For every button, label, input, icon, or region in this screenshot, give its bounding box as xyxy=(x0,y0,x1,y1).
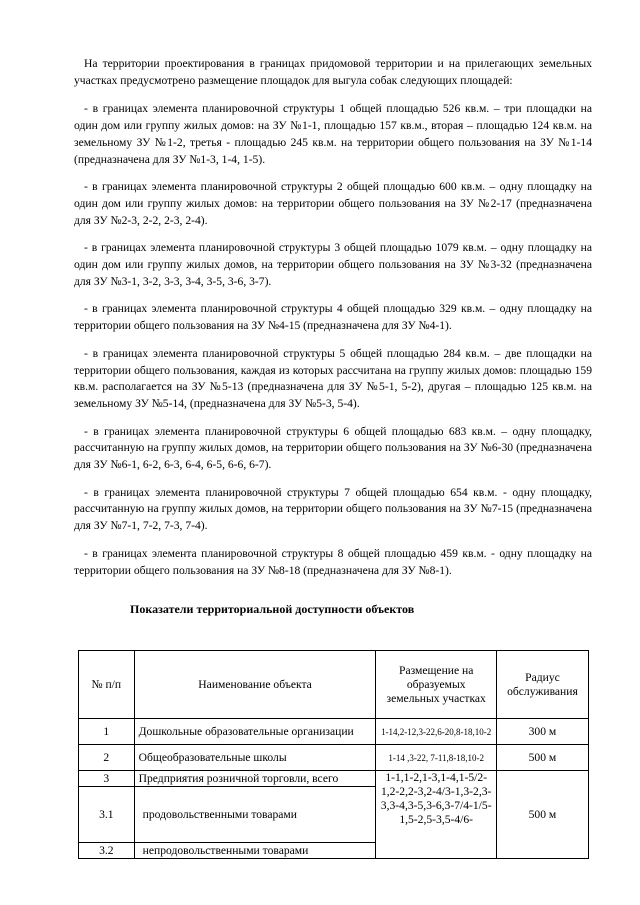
row-radius: 300 м xyxy=(496,719,588,745)
row-num: 2 xyxy=(79,745,135,771)
row-name: продовольственными товарами xyxy=(134,787,376,843)
paragraph-structure-4: - в границах элемента планировочной структуры 4 общей площадью 329 кв.м. – одну площадку на территории общего пользования на ЗУ №4-15 (предназначена для ЗУ №4-1). xyxy=(74,302,592,333)
text-body xyxy=(74,56,592,590)
table-row xyxy=(79,745,589,771)
row-num: 1 xyxy=(79,719,135,745)
paragraph-structure-7: - в границах элемента планировочной структуры 7 общей площадью 654 кв.м. - одну площадку, рассчитанную на группу жилых домов, на территории общего пользования на ЗУ №7-15 (предназначена для ЗУ №7-1, 7-2, 7-3, 7-4). xyxy=(74,485,592,533)
section-heading: Показатели территориальной доступности объектов xyxy=(130,602,415,616)
table-header-row xyxy=(79,651,589,719)
header-name: Наименование объекта xyxy=(134,651,376,719)
row-num: 3 xyxy=(79,771,135,787)
row-num: 3.2 xyxy=(79,843,135,859)
paragraph-structure-3: - в границах элемента планировочной структуры 3 общей площадью 1079 кв.м. – одну площадку на один дом или группу жилых домов, на территории общего пользования на ЗУ №3-32 (предназначена для ЗУ №3-1, 3-2, 3-3, 3-4, 3-5, 3-6, 3-7). xyxy=(74,241,592,288)
paragraph-structure-5: - в границах элемента планировочной структуры 5 общей площадью 284 кв.м. – две площадки на территории общего пользования, каждая из которых рассчитана на группу жилых домов: площадью 159 кв.м. располагается на ЗУ №5-13 (предназначена для ЗУ №5-1, 5-2), другая – площадью 125 кв.м. на земельному ЗУ №5-14, (предназначена для ЗУ №5-3, 5-4). xyxy=(74,346,592,410)
accessibility-table xyxy=(78,650,589,859)
table-row xyxy=(79,771,589,787)
paragraph-structure-2: - в границах элемента планировочной структуры 2 общей площадью 600 кв.м. – одну площадку на один дом или группу жилых домов: на территории общего пользования на ЗУ №2-17 (предназначена для ЗУ №2-3, 2-2, 2-3, 2-4). xyxy=(74,180,592,227)
row-radius: 500 м xyxy=(496,745,588,771)
header-num: № п/п xyxy=(79,651,135,719)
row-name: Общеобразовательные школы xyxy=(134,745,376,771)
header-radius: Радиус обслуживания xyxy=(496,651,588,719)
row-plots: 1-14,2-12,3-22,6-20,8-18,10-2 xyxy=(376,719,496,745)
row-plots: 1-14 ,3-22, 7-11,8-18,10-2 xyxy=(376,745,496,771)
intro-paragraph: На территории проектирования в границах придомовой территории и на прилегающих земельных участках предусмотрено размещение площадок для выгула собак следующих площадей: xyxy=(74,57,592,87)
row-radius: 500 м xyxy=(496,771,588,859)
row-num: 3.1 xyxy=(79,787,135,843)
row-plots: 1-1,1-2,1-3,1-4,1-5/2-1,2-2,2-3,2-4/3-1,3-2,3-3,3-4,3-5,3-6,3-7/4-1/5-1,5-2,5-3,5-4/6- xyxy=(376,771,496,859)
row-name: Предприятия розничной торговли, всего xyxy=(134,771,376,787)
row-name: непродовольственными товарами xyxy=(134,843,376,859)
header-plots: Размещение на образуемых земельных участках xyxy=(376,651,496,719)
paragraph-structure-8: - в границах элемента планировочной структуры 8 общей площадью 459 кв.м. - одну площадку на территории общего пользования на ЗУ №8-18 (предназначена для ЗУ №8-1). xyxy=(74,546,592,577)
paragraph-structure-6: - в границах элемента планировочной структуры 6 общей площадью 683 кв.м. – одну площадку, рассчитанную на группу жилых домов, на территории общего пользования на ЗУ №6-30 (предназначена для ЗУ №6-1, 6-2, 6-3, 6-4, 6-5, 6-6, 6-7). xyxy=(74,424,592,472)
table-row xyxy=(79,719,589,745)
paragraph-structure-1: - в границах элемента планировочной структуры 1 общей площадью 526 кв.м. – три площадки на один дом или группу жилых домов: на ЗУ №1-1, площадью 157 кв.м., вторая – площадью 124 кв.м. на земельному ЗУ №1-2, третья - площадью 245 кв.м. на территории общего пользования на ЗУ №1-14 (предназначена для ЗУ №1-3, 1-4, 1-5). xyxy=(74,102,592,166)
row-name: Дошкольные образовательные организации xyxy=(134,719,376,745)
